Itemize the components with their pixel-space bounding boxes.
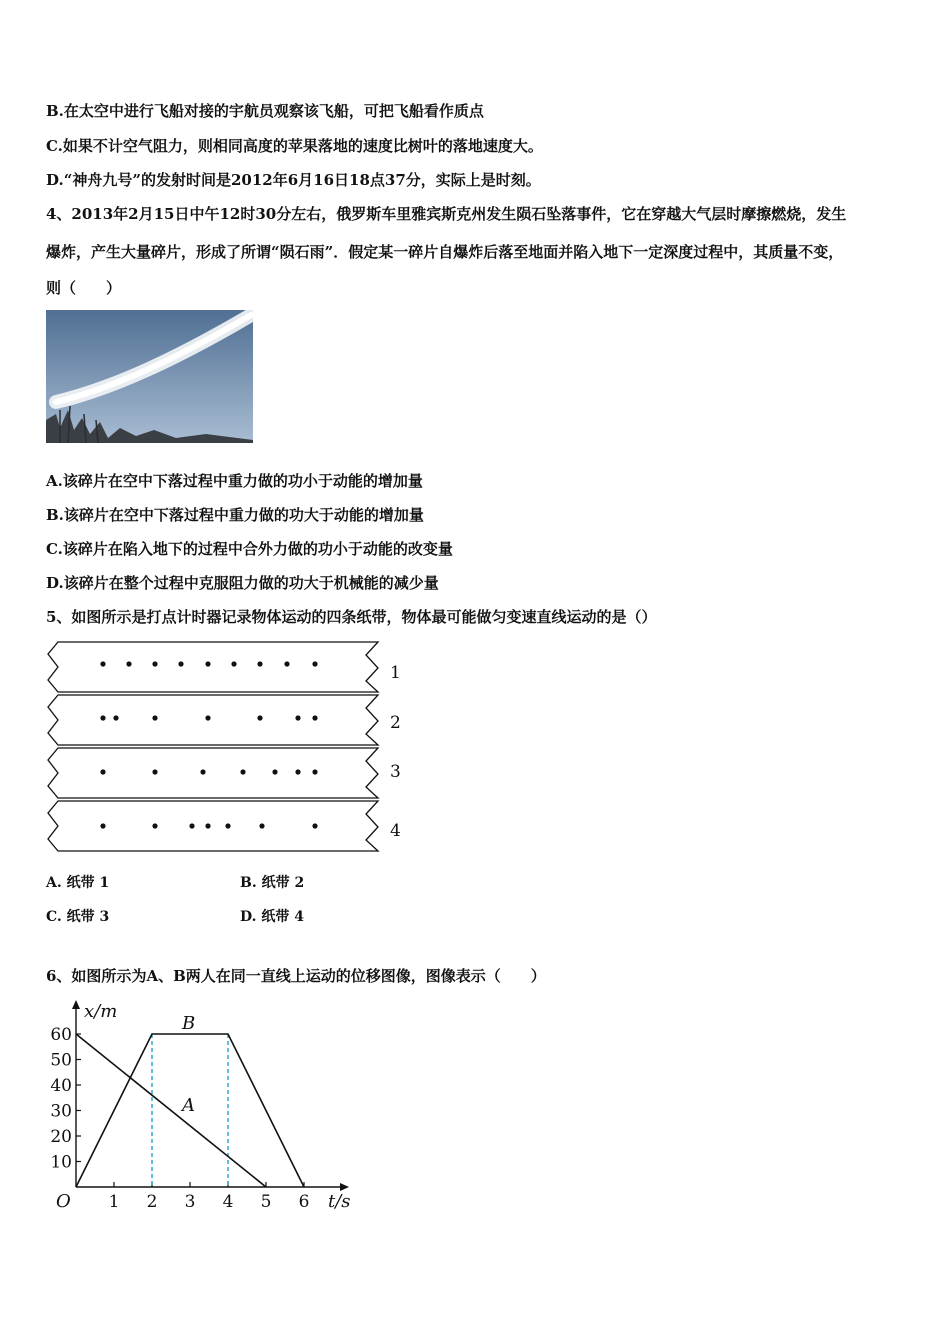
- tape-label-4: 4: [390, 821, 401, 841]
- x-tick-label: 5: [260, 1192, 272, 1212]
- q4-option-d: D.该碎片在整个过程中克服阻力做的功大于机械能的减少量: [46, 574, 439, 592]
- y-tick-label: 40: [50, 1076, 72, 1096]
- q5-option-c: C. 纸带 3: [46, 909, 110, 925]
- ticker-tapes-figure: [44, 640, 414, 855]
- y-tick-label: 30: [50, 1101, 72, 1122]
- x-axis-label: t/s: [328, 1191, 351, 1212]
- y-axis-label: x/m: [84, 1001, 118, 1022]
- tape-label-2: 2: [390, 713, 401, 733]
- q3-option-b: B.在太空中进行飞船对接的宇航员观察该飞船，可把飞船看作质点: [46, 102, 484, 120]
- tape-label-3: 3: [390, 762, 401, 782]
- q3-option-d: D.“神舟九号”的发射时间是2012年6月16日18点37分，实际上是时刻。: [46, 171, 541, 189]
- q3-option-c: C.如果不计空气阻力，则相同高度的苹果落地的速度比树叶的落地速度大。: [46, 137, 543, 155]
- y-tick-label: 10: [50, 1152, 72, 1173]
- q5-option-d: D. 纸带 4: [240, 909, 305, 925]
- origin-label: O: [56, 1191, 71, 1212]
- x-tick-label: 4: [222, 1192, 234, 1212]
- series-label-b: B: [182, 1013, 196, 1034]
- y-tick-label: 20: [50, 1127, 72, 1147]
- position-time-graph: [40, 995, 360, 1215]
- x-tick-label: 3: [184, 1192, 196, 1212]
- x-tick-label: 1: [108, 1192, 120, 1212]
- q5-option-a: A. 纸带 1: [46, 875, 110, 891]
- q6-stem: 6、如图所示为A、B两人在同一直线上运动的位移图像，图像表示（ ）: [46, 967, 546, 985]
- series-line-a: [76, 1034, 266, 1187]
- tape-label-1: 1: [390, 663, 401, 683]
- q4-stem-line-2: 爆炸，产生大量碎片，形成了所谓“陨石雨”．假定某一碎片自爆炸后落至地面并陷入地下一定深度过程中，其质量不变，: [46, 243, 844, 261]
- x-tick-label: 6: [298, 1192, 310, 1212]
- y-tick-label: 50: [50, 1050, 72, 1071]
- q4-option-a: A.该碎片在空中下落过程中重力做的功小于动能的增加量: [46, 472, 423, 490]
- meteor-photo: [46, 310, 253, 443]
- y-axis-arrow-icon: [72, 1000, 80, 1009]
- x-axis-arrow-icon: [340, 1183, 349, 1191]
- q5-stem: 5、如图所示是打点计时器记录物体运动的四条纸带，物体最可能做匀变速直线运动的是（）: [46, 608, 657, 626]
- y-tick-label: 60: [50, 1025, 72, 1045]
- q4-stem-line-3: 则（ ）: [46, 279, 122, 297]
- q4-option-c: C.该碎片在陷入地下的过程中合外力做的功小于动能的改变量: [46, 540, 453, 558]
- q4-stem-line-1: 4、2013年2月15日中午12时30分左右，俄罗斯车里雅宾斯克州发生陨石坠落事件，它在穿越大气层时摩擦燃烧，发生: [46, 205, 847, 223]
- x-tick-label: 2: [146, 1192, 158, 1212]
- series-label-a: A: [182, 1095, 195, 1116]
- q4-option-b: B.该碎片在空中下落过程中重力做的功大于动能的增加量: [46, 506, 424, 524]
- q5-option-b: B. 纸带 2: [240, 875, 305, 891]
